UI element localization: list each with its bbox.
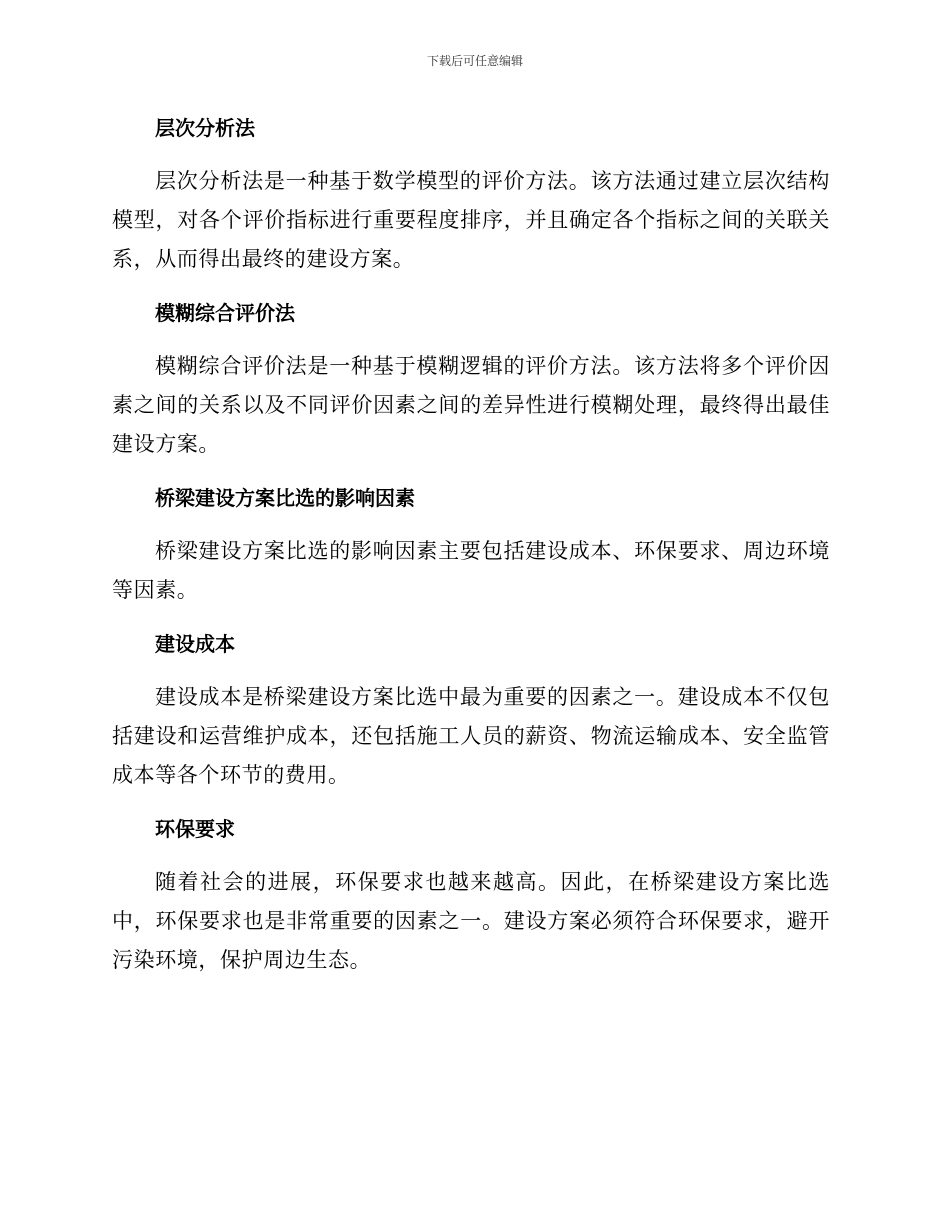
section-heading-environment: 环保要求	[155, 817, 235, 841]
section-paragraph-cost: 建设成本是桥梁建设方案比选中最为重要的因素之一。建设成本不仅包括建设和运营维护成本，还包括施工人员的薪资、物流运输成本、安全监管成本等各个环节的费用。	[112, 685, 830, 787]
section-heading-factors: 桥梁建设方案比选的影响因素	[155, 486, 415, 510]
header-note: 下载后可任意编辑	[426, 54, 523, 68]
document-body	[112, 109, 830, 995]
section-paragraph-ahp: 层次分析法是一种基于数学模型的评价方法。该方法通过建立层次结构模型，对各个评价指标进行重要程度排序，并且确定各个指标之间的关联关系，从而得出最终的建设方案。	[112, 169, 830, 271]
section-heading-ahp: 层次分析法	[155, 116, 255, 140]
section-paragraph-factors: 桥梁建设方案比选的影响因素主要包括建设成本、环保要求、周边环境等因素。	[112, 539, 830, 602]
section-heading-cost: 建设成本	[155, 632, 235, 656]
section-paragraph-fuzzy: 模糊综合评价法是一种基于模糊逻辑的评价方法。该方法将多个评价因素之间的关系以及不同评价因素之间的差异性进行模糊处理，最终得出最佳建设方案。	[112, 354, 830, 456]
section-heading-fuzzy: 模糊综合评价法	[155, 301, 295, 325]
section-paragraph-environment: 随着社会的进展，环保要求也越来越高。因此，在桥梁建设方案比选中，环保要求也是非常重要的因素之一。建设方案必须符合环保要求，避开污染环境，保护周边生态。	[112, 870, 830, 972]
